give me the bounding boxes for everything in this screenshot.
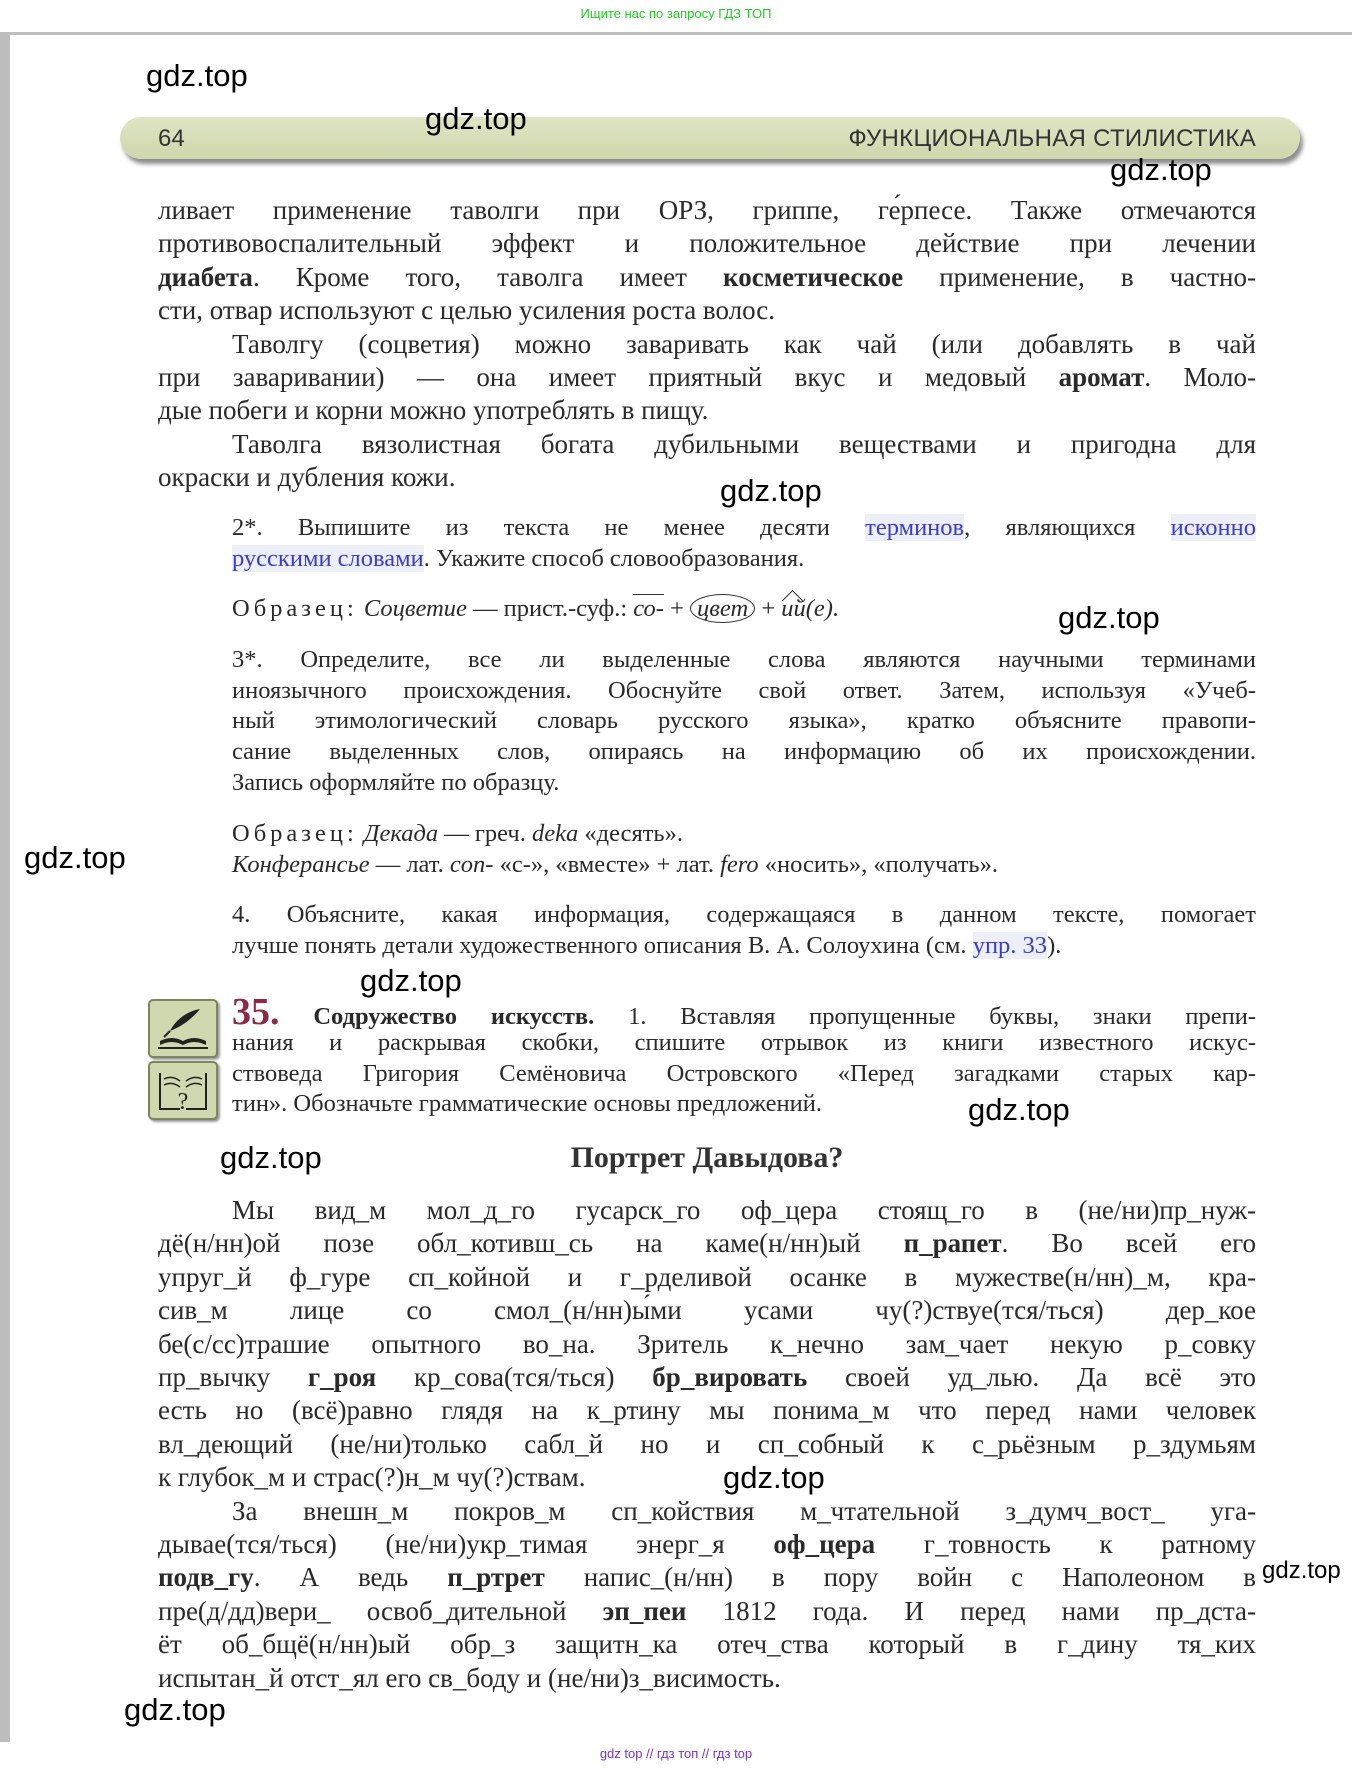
text-segment: За внешн_м покров_м сп_койствия м_чтательной з_думч_вост_ уга-: [232, 1495, 1256, 1526]
text-line: [158, 1428, 1256, 1461]
text-segment: Мы вид_м мол_д_го гусарск_го оф_цера стоящ_го в (не/ни)пр_нуж-: [232, 1195, 1256, 1225]
text-line: [232, 544, 1256, 574]
text-segment: — прист.-суф.:: [466, 595, 634, 622]
text-segment: 3*. Определите, все ли выделенные слова являются научными терминами: [232, 646, 1256, 673]
text-segment: 2*. Выпишите из текста не менее десяти: [232, 514, 866, 541]
text-segment: +: [663, 595, 691, 622]
text-line: [158, 227, 1256, 260]
watermark: gdz.top: [146, 58, 248, 93]
text-line: [158, 1561, 1256, 1594]
text-line: [158, 194, 1256, 227]
text-segment: Таволга вязолистная богата дубильными веществами и пригодна для: [232, 428, 1256, 459]
text-segment: Запись оформляйте по образцу.: [232, 768, 560, 796]
watermark: gdz.top: [124, 1692, 226, 1727]
text-segment: упруг_й ф_гуре сп_койной и г_рделивой осанке в мужестве(н/нн)_м, кра-: [158, 1261, 1256, 1292]
text-segment: к глубок_м и страс(?)н_м чу(?)ствам.: [158, 1462, 586, 1493]
text-line: [232, 1495, 1256, 1528]
text-segment: . А ведь: [253, 1562, 448, 1593]
bold-term: Содружество искусств.: [313, 1003, 595, 1030]
bold-term: косметическое: [723, 261, 904, 292]
text-segment: при заваривании) — она имеет приятный вкус и медовый: [158, 362, 1059, 392]
text-segment: «с-», «вместе» + лат.: [493, 850, 721, 878]
watermark: gdz.top: [425, 101, 527, 136]
text-segment: пре(д/дд)вери_ освоб_дительной: [158, 1595, 603, 1626]
text-line: [232, 706, 1256, 736]
text-segment: своей уд_лью. Да всё это: [807, 1362, 1257, 1392]
text-segment: испытан_й отст_ял его св_боду и (не/ни)з_висимость.: [158, 1662, 781, 1693]
svg-text:?: ?: [177, 1089, 189, 1115]
text-segment: сив_м лице со смол_(н/нн)ы́ми усами чу(?)ствуе(тся/ться) дер_кое: [158, 1295, 1256, 1326]
watermark: gdz.top: [968, 1092, 1070, 1127]
bold-term: оф_цера: [773, 1529, 876, 1559]
text-line: [158, 1227, 1256, 1260]
text-line: [232, 900, 1256, 930]
text-segment: со-: [633, 595, 664, 622]
text-segment: дывае(тся/ться) (не/ни)укр_тимая энерг_я: [158, 1529, 774, 1559]
text-line: [158, 1328, 1256, 1361]
text-segment: +: [755, 595, 782, 622]
text-segment: пр_вычку: [158, 1362, 308, 1392]
bold-term: п_ртрет: [447, 1562, 545, 1593]
excerpt-title: Портрет Давыдова?: [570, 1141, 844, 1174]
text-line: [158, 1595, 1256, 1628]
text-segment: есть но (всё)равно глядя на к_ртину мы понима_м что перед нами человек: [158, 1395, 1256, 1426]
text-segment: цвет: [690, 594, 755, 623]
text-segment: 1. Вставляя пропущенные буквы, знаки препи-: [594, 1003, 1257, 1030]
watermark: gdz.top: [360, 963, 462, 998]
watermark: gdz.top: [1110, 152, 1212, 187]
text-segment: окраски и дубления кожи.: [158, 462, 456, 493]
text-segment: , являющихся: [964, 514, 1171, 541]
text-segment: ливает применение таволги при ОРЗ, гриппе, ге́рпесе. Также отмечаются: [158, 195, 1256, 225]
bold-term: г_роя: [307, 1362, 377, 1392]
bold-term: диабета: [158, 261, 253, 292]
top-divider: [0, 32, 1352, 35]
text-segment: con-: [449, 850, 494, 878]
term-link[interactable]: русскими словами: [232, 544, 424, 572]
text-line: [232, 1059, 1256, 1089]
text-segment: (е).: [805, 595, 840, 622]
term-link[interactable]: исконно: [1170, 514, 1256, 541]
text-line: [158, 1528, 1256, 1561]
text-segment: fero: [720, 850, 759, 878]
text-segment: иноязычного происхождения. Обоснуйте свой ответ. Затем, используя «Учеб-: [232, 676, 1256, 704]
text-line: [232, 1089, 1256, 1119]
watermark: gdz.top: [1262, 1557, 1341, 1584]
text-segment: . Моло-: [1144, 362, 1257, 392]
left-page-edge: [0, 32, 10, 1742]
text-line: [158, 361, 1256, 394]
section-title: ФУНКЦИОНАЛЬНАЯ СТИЛИСТИКА: [848, 125, 1256, 152]
bold-term: эп_пеи: [602, 1595, 687, 1626]
text-line: [232, 991, 1257, 1033]
text-line: [158, 394, 1256, 427]
text-line: [232, 513, 1256, 543]
text-line: [232, 768, 1256, 798]
book-question-icon: [148, 1061, 218, 1120]
text-line: [158, 294, 1256, 327]
text-segment: — лат.: [369, 850, 450, 878]
text-line: [158, 1361, 1256, 1394]
text-line: [232, 1194, 1256, 1227]
sample-label: Образец:: [232, 595, 358, 622]
text-segment: Конферансье: [232, 850, 370, 878]
text-segment: Соцветие: [363, 595, 467, 622]
footer-note: gdz top // гдз топ // гдз top: [599, 1746, 753, 1761]
text-line: [232, 1028, 1256, 1058]
text-segment: сти, отвар используют с целью усиления роста волос.: [158, 295, 776, 326]
text-segment: противовоспалительный эффект и положительное действие при лечении: [158, 228, 1256, 259]
text-line: [232, 819, 1256, 849]
text-line: [158, 1294, 1256, 1327]
text-segment: напис_(н/нн) в пору войн с Наполеоном в: [544, 1562, 1256, 1593]
page-number: 64: [158, 125, 185, 152]
text-segment: Декада: [363, 820, 439, 847]
text-segment: вл_деющий (не/ни)только сабл_й но и сп_собный к с_рьёзным р_здумьям: [158, 1428, 1256, 1459]
text-segment: применение, в частно-: [903, 261, 1256, 292]
text-segment: ёт об_бщё(н/нн)ый обр_з защитн_ка отеч_ства который в г_дину тя_ких: [158, 1629, 1256, 1660]
text-line: [158, 1461, 1256, 1494]
text-line: [232, 931, 1256, 961]
text-segment: [280, 1003, 314, 1030]
text-segment: дё(н/нн)ой позе обл_котивш_сь на каме(н/нн)ый: [158, 1228, 904, 1259]
text-line: [232, 645, 1256, 675]
term-link[interactable]: упр. 33: [972, 931, 1048, 959]
sample-label: Образец:: [232, 820, 358, 847]
text-segment: ).: [1047, 931, 1062, 959]
text-line: [232, 428, 1256, 461]
text-line: [158, 1662, 1256, 1695]
text-segment: ствоведа Григория Семёновича Островского «Перед загадками старых кар-: [232, 1059, 1256, 1087]
watermark: gdz.top: [720, 473, 822, 508]
text-segment: дые побеги и корни можно употреблять в пищу.: [158, 395, 709, 426]
text-segment: ный этимологический словарь русского языка», кратко объясните правопи-: [232, 707, 1256, 735]
watermark: gdz.top: [24, 840, 126, 875]
term-link[interactable]: терминов: [865, 514, 965, 541]
search-hint: Ищите нас по запросу ГДЗ ТОП: [580, 6, 772, 21]
text-segment: Таволгу (соцветия) можно заваривать как чай (или добавлять в чай: [232, 328, 1256, 359]
bold-term: п_рапет: [903, 1228, 1002, 1259]
text-segment: . Во всей его: [1001, 1228, 1256, 1259]
exercise-number: 35.: [232, 991, 280, 1033]
text-segment: deka: [532, 820, 579, 847]
bold-term: бр_вировать: [652, 1362, 808, 1392]
text-segment: сание выделенных слов, опираясь на информацию об их происхождении.: [232, 738, 1256, 766]
text-line: [232, 737, 1256, 767]
text-segment: бе(с/сс)трашие опытного во_на. Зритель к_нечно зам_чает некую р_совку: [158, 1328, 1256, 1359]
text-segment: . Укажите способ словообразования.: [423, 544, 805, 572]
text-segment: «десять».: [578, 820, 683, 847]
text-segment: «носить», «получать».: [758, 850, 998, 878]
bold-term: аромат: [1058, 362, 1145, 392]
text-segment: 4. Объясните, какая информация, содержащаяся в данном тексте, помогает: [232, 901, 1256, 928]
text-line: [158, 1628, 1256, 1661]
text-segment: кр_сова(тся/ться): [376, 1362, 653, 1392]
watermark: gdz.top: [1058, 600, 1160, 635]
text-line: [158, 1394, 1256, 1427]
text-segment: 1812 года. И перед нами пр_дста-: [686, 1595, 1257, 1626]
text-line: [158, 1261, 1256, 1294]
text-segment: г_товность к ратному: [875, 1529, 1256, 1559]
text-segment: тин». Обозначьте грамматические основы предложений.: [232, 1090, 822, 1118]
text-segment: ий: [781, 595, 806, 622]
text-segment: . Кроме того, таволга имеет: [252, 261, 724, 292]
text-line: [158, 261, 1256, 294]
text-segment: нания и раскрывая скобки, спишите отрывок из книги известного искус-: [232, 1028, 1256, 1056]
bold-term: подв_гу: [158, 1562, 254, 1593]
watermark: gdz.top: [220, 1140, 322, 1175]
text-line: [232, 328, 1256, 361]
text-segment: лучше понять детали художественного описания В. А. Солоухина (см.: [232, 931, 973, 959]
text-line: [232, 676, 1256, 706]
text-segment: — греч.: [438, 820, 532, 847]
watermark: gdz.top: [723, 1460, 825, 1495]
text-line: [232, 850, 1256, 880]
text-line: [158, 461, 1256, 494]
quill-book-icon: [148, 999, 218, 1058]
